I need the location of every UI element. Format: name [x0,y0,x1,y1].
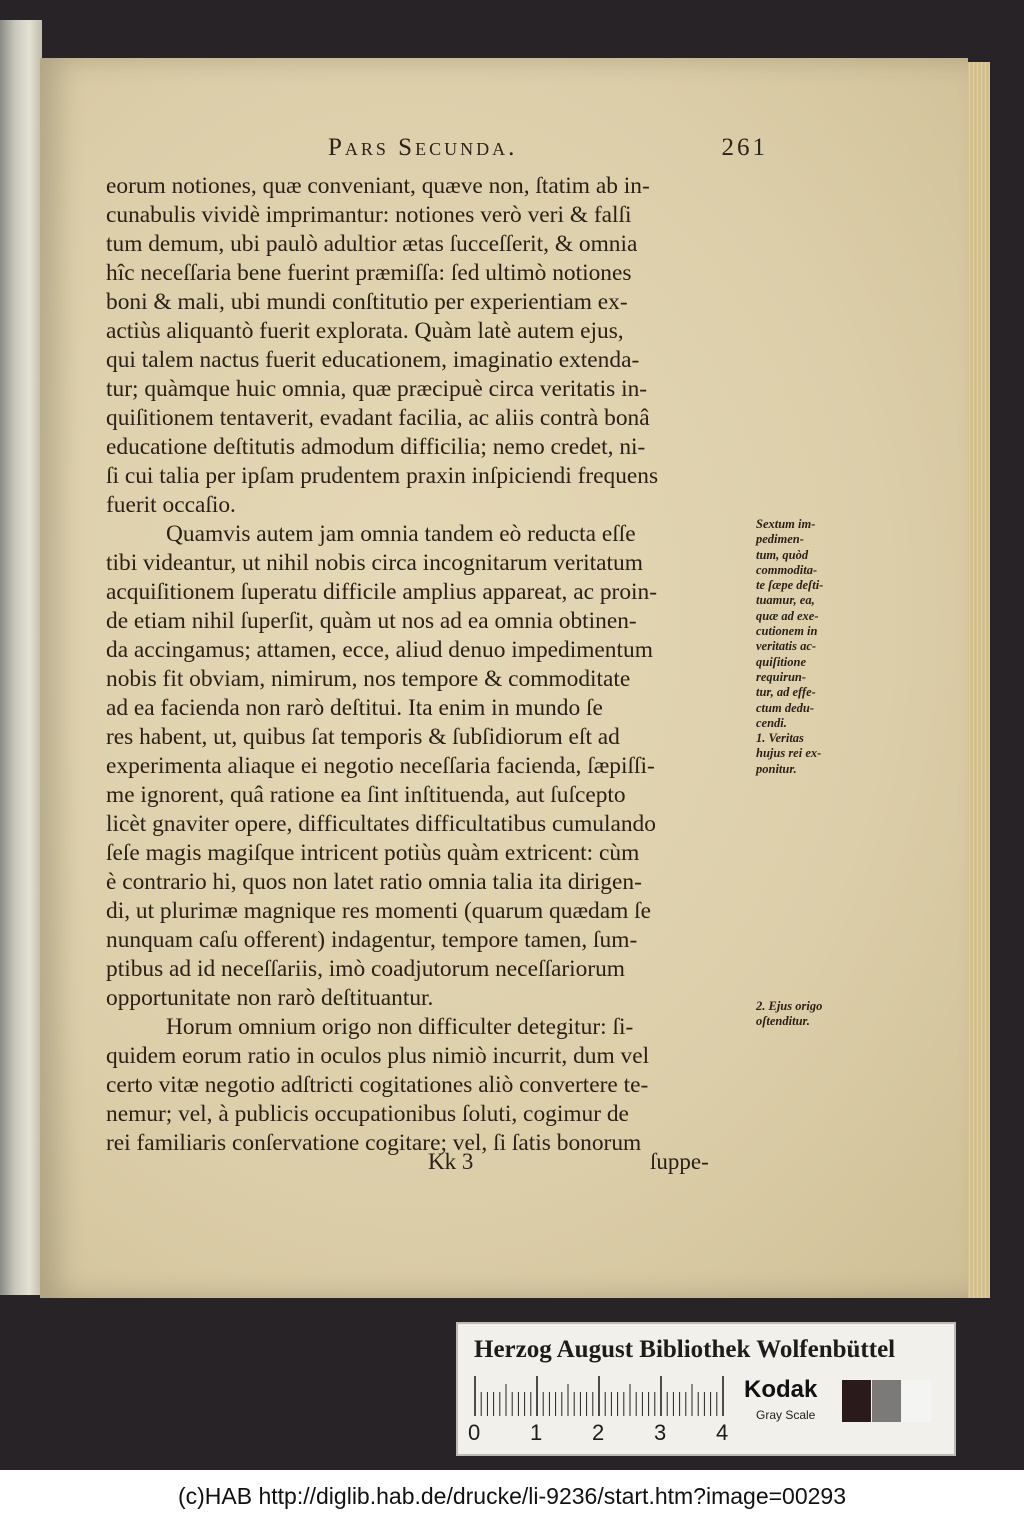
marginal-note-ejus-origo [756,999,856,1030]
marginal-note-line: tum, quòd [756,547,809,562]
text-line: hîc neceſſaria bene fuerint præmiſſa: ſed ultimò notiones [106,260,632,286]
ruler-label: 2 [592,1420,605,1445]
text-line: ptibus ad id neceſſariis, imò coadjutorum neceſſariorum [106,956,625,982]
signature-mark: Kk 3 [428,1149,474,1174]
text-line: tum demum, ubi paulò adultior ætas ſucceſſerit, & omnia [106,231,638,257]
marginal-note-line: cutionem in [756,624,818,639]
text-line: ſeſe magis magiſque intricent potiùs quàm extricent: cùm [106,840,640,866]
text-line: opportunitate non rarò deſtituantur. [106,985,434,1011]
marginal-note-line: commodita- [756,562,818,577]
marginal-note-line: quæ ad exe- [756,608,819,623]
marginal-note-sextum-impedimentum [756,517,856,777]
text-line: de etiam nihil ſuperſit, quàm ut nos ad ea omnia obtinen- [106,608,637,634]
running-title: Pars Secunda. [328,134,518,161]
ruler-scale [472,1376,734,1416]
text-line: nunquam caſu offerent) indagentur, tempore tamen, ſum- [106,927,638,953]
left-page-edge [0,20,42,1295]
text-line: cunabulis vividè imprimantur: notiones verò veri & falſi [106,202,632,228]
marginal-note-line: ponitur. [756,761,797,776]
marginal-note-line: 1. Veritas [756,731,804,746]
text-line: da accingamus; attamen, ecce, aliud denuo impedimentum [106,637,653,663]
text-line: certo vitæ negotio adſtricti cogitationes aliò convertere te- [106,1072,649,1098]
text-line: res habent, ut, quibus ſat temporis & ſubſidiorum eſt ad [106,724,620,750]
marginal-note-line: Sextum im- [756,517,816,531]
swatch-mid [872,1380,901,1422]
text-line: educatione deſtitutis admodum difficilia; nemo credet, ni- [106,434,646,460]
marginal-note-line: cendi. [756,715,787,730]
marginal-note-line: oſtenditur. [756,1014,810,1029]
text-line: è contrario hi, quos non latet ratio omnia talia ita dirigen- [106,869,642,895]
text-line: quiſitionem tentaverit, evadant facilia, ac aliis contrà bonâ [106,405,650,431]
marginal-note-line: pedimen- [756,532,804,547]
page-number: 261 [721,134,768,161]
card-title: Herzog August Bibliothek Wolfenbüttel [474,1336,896,1363]
text-line: me ignorent, quâ ratione ea ſint inſtituenda, aut ſuſcepto [106,782,626,808]
color-calibration-card [456,1322,956,1456]
text-line: actiùs aliquantò fuerit explorata. Quàm latè autem ejus, [106,318,624,344]
text-line: tur; quàmque huic omnia, quæ præcipuè circa veritatis in- [106,376,648,402]
text-line: experimenta aliaque ei negotio neceſſaria facienda, ſæpiſſi- [106,753,655,779]
marginal-note-line: requirun- [756,669,807,684]
text-line: quidem eorum ratio in oculos plus nimiò incurrit, dum vel [106,1043,650,1069]
marginal-note-line: ctum dedu- [756,700,814,715]
marginal-note-line: tuamur, ea, [756,593,815,608]
marginal-note-line: hujus rei ex- [756,746,822,761]
text-line: qui talem nactus fuerit educationem, imaginatio extenda- [106,347,640,373]
marginal-note-line: veritatis ac- [756,639,817,654]
text-line: acquiſitionem ſuperatu difficile amplius appareat, ac proin- [106,579,657,605]
ruler-label: 3 [654,1420,667,1445]
gray-scale-label: Gray Scale [756,1408,816,1422]
footer-copyright-url: (c)HAB http://diglib.hab.de/drucke/li-9236/start.htm?image=00293 [0,1470,1024,1523]
text-line: nobis fit obviam, nimirum, nos tempore & commoditate [106,666,631,692]
text-line: eorum notiones, quæ conveniant, quæve non, ſtatim ab in- [106,173,650,199]
kodak-logo: Kodak [744,1376,818,1403]
text-line: boni & mali, ubi mundi conſtitutio per experientiam ex- [106,289,628,315]
swatch-dark [842,1380,871,1422]
text-line: fuerit occaſio. [106,492,236,518]
running-head [328,134,768,168]
text-line: rei familiaris conſervatione cogitare; vel, ſi ſatis bonorum [106,1130,642,1156]
marginal-note-line: te ſæpe deſti- [756,578,824,593]
text-line: tibi videantur, ut nihil nobis circa incognitarum veritatum [106,550,643,576]
marginal-note-line: 2. Ejus origo [756,999,823,1013]
catchword: ſuppe- [650,1149,709,1174]
text-line: licèt gnaviter opere, difficultates difficultatibus cumulando [106,811,656,837]
text-line: di, ut plurimæ magnique res momenti (quarum quædam ſe [106,898,652,924]
text-line: ſi cui talia per ipſam prudentem praxin inſpiciendi frequens [106,463,659,489]
marginal-note-line: quiſitione [756,654,807,669]
ruler-labels [468,1420,748,1448]
ruler-label: 0 [468,1420,481,1445]
marginal-note-line: tur, ad effe- [756,685,816,700]
main-text-block [106,172,756,1158]
ruler-label: 4 [716,1420,729,1445]
text-line: Horum omnium origo non difficulter detegitur: ſi- [166,1014,634,1040]
swatch-light [902,1380,931,1422]
text-line: nemur; vel, à publicis occupationibus ſoluti, cogimur de [106,1101,629,1127]
ruler-label: 1 [530,1420,543,1445]
text-line: Quamvis autem jam omnia tandem eò reducta eſſe [166,521,636,547]
text-line: ad ea facienda non rarò deſtitui. Ita enim in mundo ſe [106,695,603,721]
